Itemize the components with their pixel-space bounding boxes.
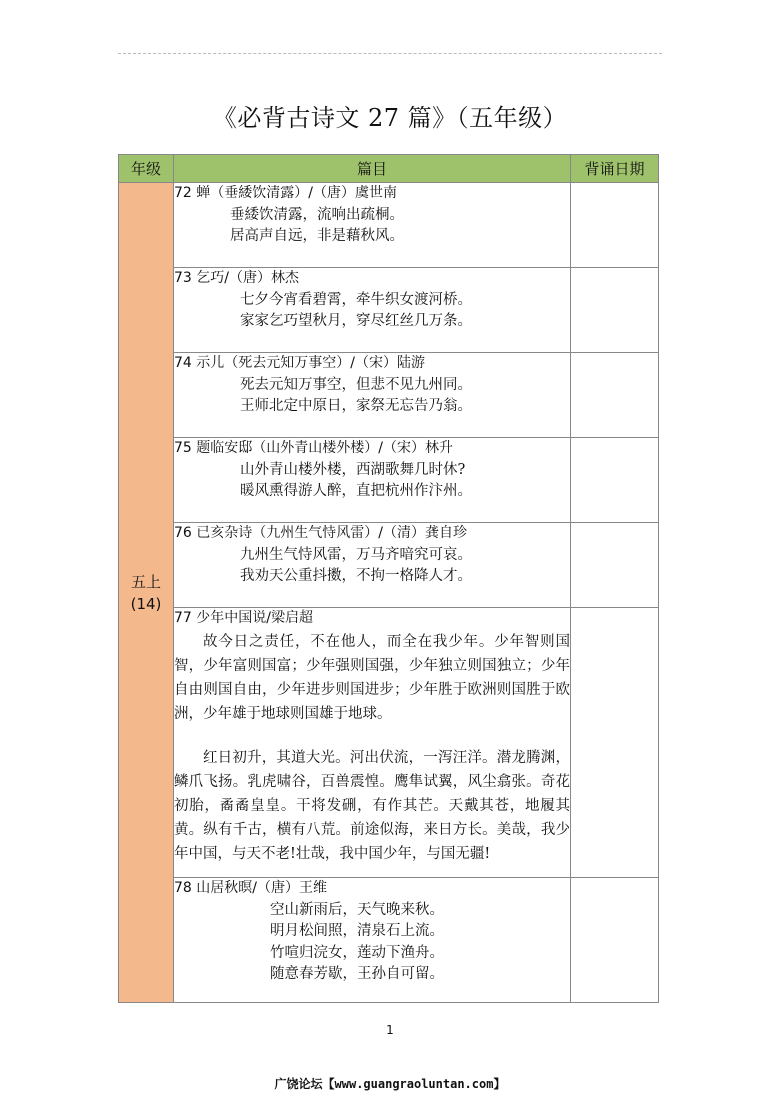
footer-text: 广饶论坛【www.guangraoluntan.com】	[274, 1077, 506, 1091]
poem-line: 王师北定中原日，家祭无忘告乃翁。	[240, 398, 472, 414]
poem-title: 76 已亥杂诗（九州生气恃风雷）/（清）龚自珍	[174, 525, 467, 541]
poem-line: 山外青山楼外楼，西湖歌舞几时休?	[240, 461, 466, 478]
grade-cell	[119, 183, 174, 1003]
page-title: 《必背古诗文 27 篇》（五年级）	[212, 104, 568, 132]
date-cell[interactable]	[571, 183, 659, 268]
poem-line: 九州生气恃风雷，万马齐喑究可哀。	[240, 546, 472, 563]
prose-paragraph: 故今日之责任，不在他人，而全在我少年。少年智则国智，少年富则国富；少年强则国强，少年独立则国独立；少年自由则国自由，少年进步则国进步；少年胜于欧洲则国胜于欧洲，少年雄于地球则国雄于地球。	[174, 633, 570, 722]
poem-title: 73 乞巧/（唐）林杰	[174, 270, 299, 286]
poem-cell	[174, 183, 571, 268]
table-row	[119, 438, 659, 523]
poem-cell	[174, 268, 571, 353]
page-number: 1	[386, 1023, 394, 1037]
grade-count: (14)	[130, 594, 162, 613]
date-cell[interactable]	[571, 878, 659, 1003]
poem-line: 空山新雨后，天气晚来秋。	[270, 901, 444, 918]
poem-cell	[174, 353, 571, 438]
table-row	[119, 268, 659, 353]
poem-line: 居高声自远，非是藉秋风。	[230, 228, 404, 244]
grade-label: 五上	[130, 572, 161, 591]
table-row	[119, 523, 659, 608]
poem-cell	[174, 878, 571, 1003]
poem-line: 明月松间照，清泉石上流。	[270, 923, 444, 939]
header-poem: 篇目	[174, 155, 571, 183]
poem-line: 竹喧归浣女，莲动下渔舟。	[270, 944, 444, 961]
table-row	[119, 878, 659, 1003]
poem-title: 72 蝉（垂緌饮清露）/（唐）虞世南	[174, 185, 397, 201]
table-row	[119, 353, 659, 438]
poem-table	[118, 154, 659, 1003]
header-grade: 年级	[119, 155, 174, 183]
poem-cell	[174, 523, 571, 608]
top-divider	[118, 53, 662, 54]
date-cell[interactable]	[571, 438, 659, 523]
poem-cell	[174, 438, 571, 523]
date-cell[interactable]	[571, 523, 659, 608]
table-header-row	[119, 155, 659, 183]
poem-line: 随意春芳歇，王孙自可留。	[270, 966, 444, 982]
header-date: 背诵日期	[571, 155, 659, 183]
poem-line: 我劝天公重抖擞，不拘一格降人才。	[240, 568, 472, 584]
table-row	[119, 183, 659, 268]
poem-title: 77 少年中国说/梁启超	[174, 610, 313, 626]
poem-line: 暖风熏得游人醉，直把杭州作汴州。	[240, 483, 472, 499]
date-cell[interactable]	[571, 268, 659, 353]
prose-paragraph: 红日初升，其道大光。河出伏流，一泻汪洋。潜龙腾渊，鳞爪飞扬。乳虎啸谷，百兽震惶。鹰隼试翼，风尘翕张。奇花初胎，矞矞皇皇。干将发硎，有作其芒。天戴其苍，地履其黄。纵有千古，横有八荒。前途似海，来日方长。美哉，我少年中国，与天不老!壮哉，我中国少年，与国无疆!	[174, 749, 570, 862]
poem-line: 垂緌饮清露，流响出疏桐。	[230, 206, 404, 223]
poem-title: 75 题临安邸（山外青山楼外楼）/（宋）林升	[174, 440, 453, 456]
poem-line: 家家乞巧望秋月，穿尽红丝几万条。	[240, 313, 472, 329]
poem-line: 死去元知万事空，但悲不见九州同。	[240, 376, 472, 393]
poem-line: 七夕今宵看碧霄，牵牛织女渡河桥。	[240, 291, 472, 308]
date-cell[interactable]	[571, 608, 659, 878]
poem-title: 78 山居秋暝/（唐）王维	[174, 880, 327, 896]
table-row	[119, 608, 659, 878]
poem-cell	[174, 608, 571, 878]
poem-title: 74 示儿（死去元知万事空）/（宋）陆游	[174, 355, 425, 371]
date-cell[interactable]	[571, 353, 659, 438]
